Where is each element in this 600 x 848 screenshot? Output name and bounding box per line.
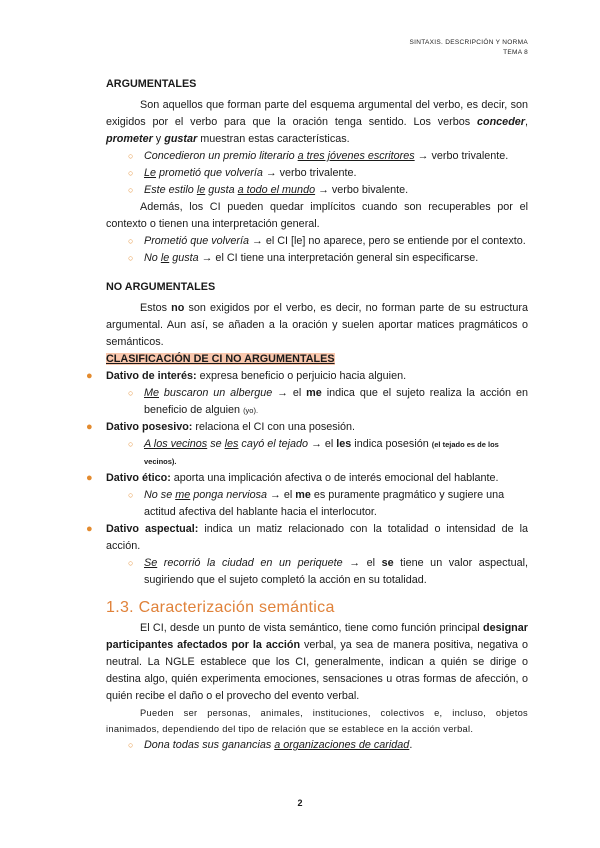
page-content [86,76,528,754]
text: Me [144,387,159,399]
text: Dativo aspectual: [106,523,199,535]
running-header [410,38,529,58]
text: (el tejado es de los vecinos). [144,440,499,466]
text: → verbo trivalente. [262,167,357,179]
text: le [196,184,206,196]
highlight-text: CLASIFICACIÓN DE CI NO ARGUMENTALES [106,353,335,365]
text: Estos [140,302,172,314]
text: no [171,302,185,314]
text: → el [272,387,307,399]
text: muestran estas características. [197,133,350,145]
bullet-icon: ● [86,523,93,535]
example-item [144,165,528,182]
text: aporta una implicación afectiva o de interés emocional del hablante. [170,472,499,484]
argumentales-implicit: Además, los CI pueden quedar implícitos cuando son recuperables por el contexto o tienen una interpretación general. [106,201,528,230]
text: se [381,557,394,569]
text: Dativo posesivo: [106,421,193,433]
sub-list [106,436,528,470]
text: prometió que volvería [156,167,263,179]
verb-conceder: conceder [476,116,525,128]
text: y [152,133,165,145]
dativo-list [86,368,528,589]
text: , [525,116,528,128]
heading-argumentales: ARGUMENTALES [106,78,197,90]
text: Dativo ético: [106,472,171,484]
text: les [336,438,352,450]
argumentales-examples [106,148,528,199]
header-line-2: TEMA 8 [503,49,528,56]
text: Este estilo [144,184,197,196]
example-item [144,182,528,199]
text: Se [144,557,158,569]
example-item [144,555,528,589]
text: Son aquellos que forman parte del esquema argumental del verbo, es decir, son exigidos por el verbo para que la oración tenga sentido. Los verbos [106,99,528,128]
page-number: 2 [297,798,303,808]
text: → verbo bivalente. [315,184,409,196]
text: es puramente pragmático y sugiere una actitud afectiva del hablante hacia el interlocutor. [144,489,505,518]
example-item [144,233,528,250]
text: → el CI tiene una interpretación general sin especificarse. [198,252,479,264]
semantic-paragraph [106,620,528,705]
text: recorrió la ciudad en un periquete [157,557,343,569]
text: les [224,438,239,450]
classification-heading [106,351,528,368]
text: se [207,438,225,450]
text: indica que el sujeto realiza la acción en beneficio de alguien [144,387,528,416]
text: indica posesión [351,438,432,450]
verb-gustar: gustar [164,133,198,145]
text: designar participantes afectados por la acción [106,622,528,651]
text: A los vecinos [144,438,208,450]
bullet-icon: ● [86,370,93,382]
text: me [295,489,311,501]
heading-no-argumentales: NO ARGUMENTALES [106,281,216,293]
example-item [144,487,528,521]
text: expresa beneficio o perjuicio hacia alguien. [196,370,407,382]
text: me [306,387,322,399]
sub-list [106,385,528,419]
example-item [144,385,528,419]
example-item [144,737,528,754]
bullet-icon: ● [86,472,93,484]
text: → verbo trivalente. [414,150,509,162]
text: → el [308,438,337,450]
text: a todo el mundo [237,184,316,196]
text: Dona todas sus ganancias [144,739,275,751]
section-title: 1.3. Caracterización semántica [106,599,335,616]
sub-list [106,487,528,521]
sub-list [106,555,528,589]
text: → el [267,489,296,501]
dativo-etico [86,470,528,521]
semantic-paragraph-2: Pueden ser personas, animales, instituciones, colectivos e, incluso, objetos inanimados, dependiendo del tipo de relación que se establece en la acción verbal. [106,708,528,734]
text: ponga nerviosa [190,489,268,501]
text: indica un matiz relacionado con la totalidad o intensidad de la acción. [106,523,528,552]
no-argumentales-intro [106,300,528,351]
text: Prometió que volvería [144,235,250,247]
text: gusta [169,252,199,264]
text: gusta [205,184,238,196]
text: verbal, ya sea de manera positiva, negativa o neutral. La NGLE establece que los CI, generalmente, indican a quién se dirige o destina algo, quién experimenta emociones, sensaciones u otras formas de afección, o quién recibe el daño o el provecho del evento verbal. [106,639,528,702]
argumentales-intro [106,97,528,148]
text: le [160,252,170,264]
text: relaciona el CI con una posesión. [192,421,356,433]
dativo-aspectual [86,521,528,589]
text: → el [342,557,382,569]
example-item [144,436,528,470]
text: son exigidos por el verbo, es decir, no forman parte de su estructura argumental. Aun así, se añaden a la oración y suelen aportar matices pragmáticos o semánticos. [106,302,528,348]
text: . [409,739,413,751]
text: a organizaciones de caridad [274,739,410,751]
text: Dativo de interés: [106,370,197,382]
text: (yo). [243,406,259,415]
text: me [175,489,191,501]
text: No se [144,489,176,501]
example-item [144,148,528,165]
text: buscaron un albergue [159,387,273,399]
implicit-examples [106,233,528,267]
text: cayó el tejado [238,438,309,450]
bullet-icon: ● [86,421,93,433]
dativo-interes [86,368,528,419]
text: El CI, desde un punto de vista semántico, tiene como función principal [140,622,483,634]
text: a tres jóvenes escritores [297,150,415,162]
text: No [144,252,161,264]
text: tiene un valor aspectual, sugiriendo que el sujeto completó la acción en su totalidad. [144,557,528,586]
header-line-1: SINTAXIS. DESCRIPCIÓN Y NORMA [409,39,528,46]
text: → el CI [le] no aparece, pero se entiende por el contexto. [249,235,526,247]
example-item [144,250,528,267]
text: Concedieron un premio literario [144,150,298,162]
verb-prometer: prometer [106,133,153,145]
dativo-posesivo [86,419,528,470]
semantic-examples [106,737,528,754]
text: Le [144,167,157,179]
